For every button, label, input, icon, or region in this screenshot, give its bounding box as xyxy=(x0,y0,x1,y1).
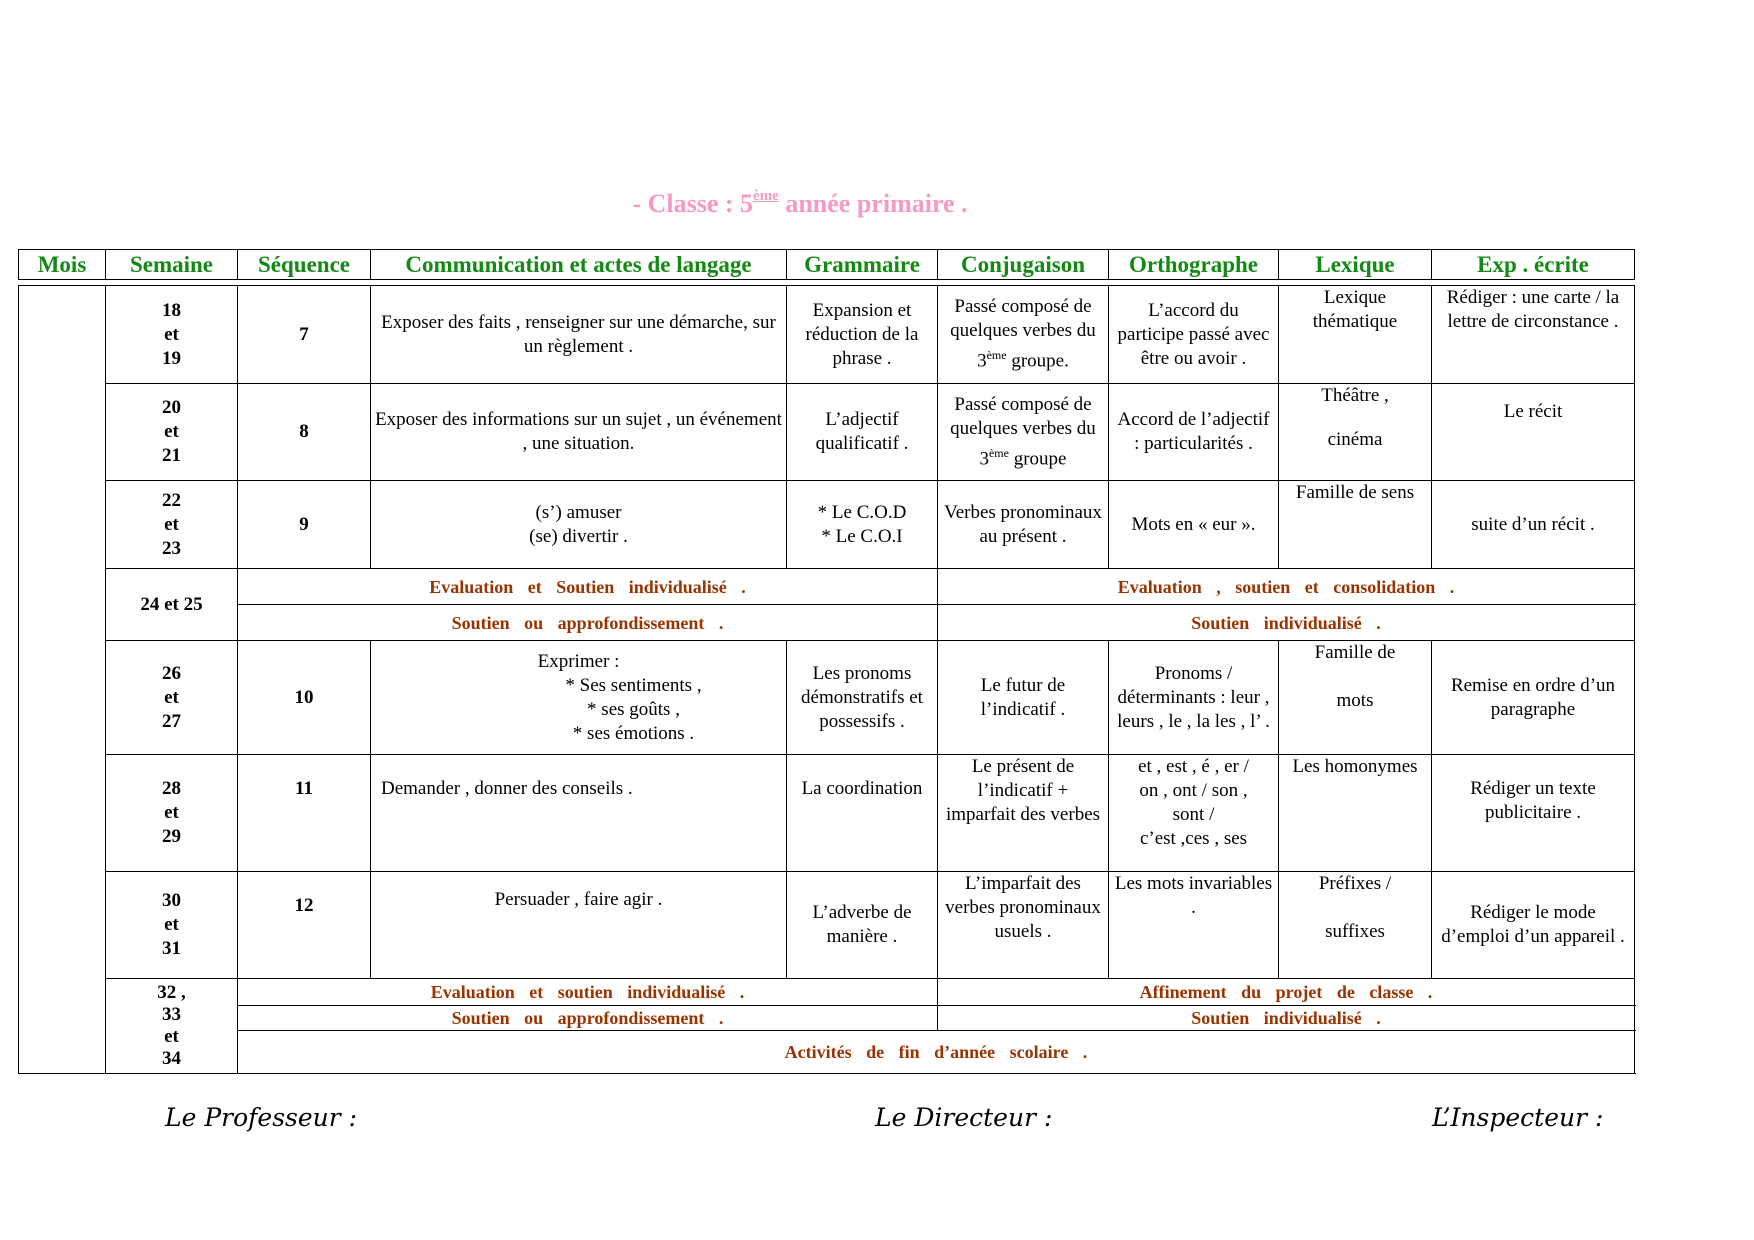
lexique-cell: Famille de sens xyxy=(1279,481,1432,569)
table-row-eval2c xyxy=(19,1031,1635,1074)
soutien-cell: Soutien ou approfondissement . xyxy=(238,605,938,641)
lex-line: cinéma xyxy=(1327,429,1383,450)
affinement-cell: Affinement du projet de classe . xyxy=(938,979,1635,1006)
week-num: 22 xyxy=(162,489,181,511)
soutien-cell: Soutien individualisé . xyxy=(938,605,1635,641)
exp-ecrite-cell: suite d’un récit . xyxy=(1432,481,1635,569)
week-cell: 24 et 25 xyxy=(106,569,238,641)
program-table xyxy=(18,285,1635,1074)
week-num: 21 xyxy=(162,445,181,466)
header-conjugaison: Conjugaison xyxy=(938,250,1109,280)
activites-cell: Activités de fin d’année scolaire . xyxy=(238,1031,1635,1074)
table-row-seq8 xyxy=(19,384,1635,481)
week-num: 26 xyxy=(162,662,181,684)
lexique-cell xyxy=(1279,872,1432,979)
week-num: 30 xyxy=(162,890,181,911)
sequence-cell: 10 xyxy=(238,641,371,755)
grammaire-cell xyxy=(787,481,938,569)
table-row-eval1a xyxy=(19,569,1635,605)
orth-line: c’est ,ces , ses xyxy=(1139,828,1248,849)
header-communication: Communication et actes de langage xyxy=(371,250,787,280)
signature-inspecteur: L’Inspecteur : xyxy=(1432,1103,1604,1132)
week-num: 34 xyxy=(162,1048,181,1069)
gram-line: * Le C.O.D xyxy=(817,501,907,523)
conjugaison-cell xyxy=(938,286,1109,384)
conj-text: groupe. xyxy=(1006,350,1069,372)
week-cell xyxy=(106,286,238,384)
table-row-eval2a xyxy=(19,979,1635,1006)
comm-line: * ses goûts , xyxy=(587,698,680,720)
week-cell xyxy=(106,755,238,872)
header-grammaire: Grammaire xyxy=(787,250,938,280)
week-num: 32 , xyxy=(157,982,186,1003)
header-lexique: Lexique xyxy=(1279,250,1432,280)
orthographe-cell: L’accord du participe passé avec être ou avoir . xyxy=(1109,286,1279,384)
communication-cell xyxy=(371,481,787,569)
comm-line: (se) divertir . xyxy=(529,525,628,547)
week-num: 19 xyxy=(162,347,181,369)
table-row-seq7 xyxy=(19,286,1635,384)
lex-line: suffixes xyxy=(1325,921,1385,942)
header-table xyxy=(18,249,1635,280)
table-row-eval1b xyxy=(19,605,1635,641)
week-num: 28 xyxy=(162,778,181,799)
conj-text: Passé composé de quelques verbes du 3 xyxy=(950,393,1096,470)
comm-line: (s’) amuser xyxy=(535,501,622,523)
header-sequence: Séquence xyxy=(238,250,371,280)
evaluation-cell: Evaluation et Soutien individualisé . xyxy=(238,569,938,605)
communication-cell: Demander , donner des conseils . xyxy=(371,755,787,872)
lex-line: Préfixes / xyxy=(1318,873,1392,894)
week-cell xyxy=(106,979,238,1074)
orthographe-cell xyxy=(1109,755,1279,872)
comm-line: Exprimer : xyxy=(537,650,620,672)
table-row-seq10 xyxy=(19,641,1635,755)
week-cell xyxy=(106,641,238,755)
table-row-seq9 xyxy=(19,481,1635,569)
week-cell xyxy=(106,384,238,481)
communication-cell: Exposer des informations sur un sujet , un événement , une situation. xyxy=(371,384,787,481)
lex-line: Théâtre , xyxy=(1321,385,1389,406)
week-num: 18 xyxy=(162,299,181,321)
table-row-seq12 xyxy=(19,872,1635,979)
sequence-cell: 11 xyxy=(238,755,371,872)
header-semaine: Semaine xyxy=(106,250,238,280)
conjugaison-cell: Verbes pronominaux au présent . xyxy=(938,481,1109,569)
title-sup: ème xyxy=(753,188,779,204)
week-num: 23 xyxy=(162,537,181,559)
orth-line: sont / xyxy=(1172,804,1215,825)
conj-sup: ème xyxy=(986,348,1007,363)
orthographe-cell: Pronoms / déterminants : leur , leurs , le , la les , l’ . xyxy=(1109,641,1279,755)
week-et: et xyxy=(164,513,179,535)
conjugaison-cell: Le futur de l’indicatif . xyxy=(938,641,1109,755)
grammaire-cell: Les pronoms démonstratifs et possessifs . xyxy=(787,641,938,755)
week-et: et xyxy=(164,802,179,823)
sequence-cell: 9 xyxy=(238,481,371,569)
table-row-seq11 xyxy=(19,755,1635,872)
exp-ecrite-cell: Remise en ordre d’un paragraphe xyxy=(1432,641,1635,755)
week-cell xyxy=(106,872,238,979)
table-row-eval2b xyxy=(19,1006,1635,1031)
lexique-cell: Lexique thématique xyxy=(1279,286,1432,384)
grammaire-cell: L’adjectif qualificatif . xyxy=(787,384,938,481)
orthographe-cell: Les mots invariables . xyxy=(1109,872,1279,979)
signature-directeur: Le Directeur : xyxy=(875,1103,1053,1132)
lexique-cell xyxy=(1279,641,1432,755)
week-num: 33 xyxy=(162,1004,181,1025)
sequence-cell: 7 xyxy=(238,286,371,384)
week-et: et xyxy=(164,1026,179,1047)
grammaire-cell: La coordination xyxy=(787,755,938,872)
grammaire-cell: L’adverbe de manière . xyxy=(787,872,938,979)
signature-professeur: Le Professeur : xyxy=(165,1103,358,1132)
conj-sup: ème xyxy=(988,445,1009,460)
comm-line: * Ses sentiments , xyxy=(565,674,702,696)
header-mois: Mois xyxy=(19,250,106,280)
orth-line: et , est , é , er / xyxy=(1138,756,1249,777)
lex-line: Famille de xyxy=(1314,642,1396,663)
gram-line: * Le C.O.I xyxy=(821,525,903,547)
exp-ecrite-cell: Rédiger le mode d’emploi d’un appareil . xyxy=(1432,872,1635,979)
conj-text: groupe xyxy=(1008,448,1067,470)
conjugaison-cell xyxy=(938,384,1109,481)
week-num: 29 xyxy=(162,826,181,847)
week-cell xyxy=(106,481,238,569)
communication-cell xyxy=(371,641,787,755)
header-orthographe: Orthographe xyxy=(1109,250,1279,280)
orthographe-cell: Mots en « eur ». xyxy=(1109,481,1279,569)
week-et: et xyxy=(164,323,179,345)
title-suffix: année primaire . xyxy=(778,189,968,218)
comm-line: * ses émotions . xyxy=(572,722,695,744)
week-et: et xyxy=(164,686,179,708)
lexique-cell: Les homonymes xyxy=(1279,755,1432,872)
sequence-cell: 12 xyxy=(238,872,371,979)
week-num: 27 xyxy=(162,710,181,732)
lexique-cell xyxy=(1279,384,1432,481)
week-et: et xyxy=(164,421,179,442)
evaluation-cell: Evaluation et soutien individualisé . xyxy=(238,979,938,1006)
exp-ecrite-cell: Rédiger : une carte / la lettre de circonstance . xyxy=(1432,286,1635,384)
communication-cell: Persuader , faire agir . xyxy=(371,872,787,979)
orthographe-cell: Accord de l’adjectif : particularités . xyxy=(1109,384,1279,481)
soutien-cell: Soutien ou approfondissement . xyxy=(238,1006,938,1031)
conjugaison-cell: Le présent de l’indicatif + imparfait des verbes xyxy=(938,755,1109,872)
week-num: 31 xyxy=(162,938,181,959)
mois-cell xyxy=(19,286,106,1074)
week-num: 20 xyxy=(162,397,181,418)
page-title xyxy=(0,188,1600,219)
header-exp-ecrite: Exp . écrite xyxy=(1432,250,1635,280)
evaluation-cell: Evaluation , soutien et consolidation . xyxy=(938,569,1635,605)
week-et: et xyxy=(164,914,179,935)
exp-ecrite-cell: Rédiger un texte publicitaire . xyxy=(1432,755,1635,872)
communication-cell: Exposer des faits , renseigner sur une démarche, sur un règlement . xyxy=(371,286,787,384)
conjugaison-cell: L’imparfait des verbes pronominaux usuels . xyxy=(938,872,1109,979)
title-prefix: - Classe : 5 xyxy=(632,189,754,218)
orth-line: on , ont / son , xyxy=(1139,780,1248,801)
sequence-cell: 8 xyxy=(238,384,371,481)
grammaire-cell: Expansion et réduction de la phrase . xyxy=(787,286,938,384)
exp-ecrite-cell: Le récit xyxy=(1432,384,1635,481)
lex-line: mots xyxy=(1336,690,1374,711)
soutien-cell: Soutien individualisé . xyxy=(938,1006,1635,1031)
conj-text: Passé composé de quelques verbes du 3 xyxy=(950,296,1096,372)
